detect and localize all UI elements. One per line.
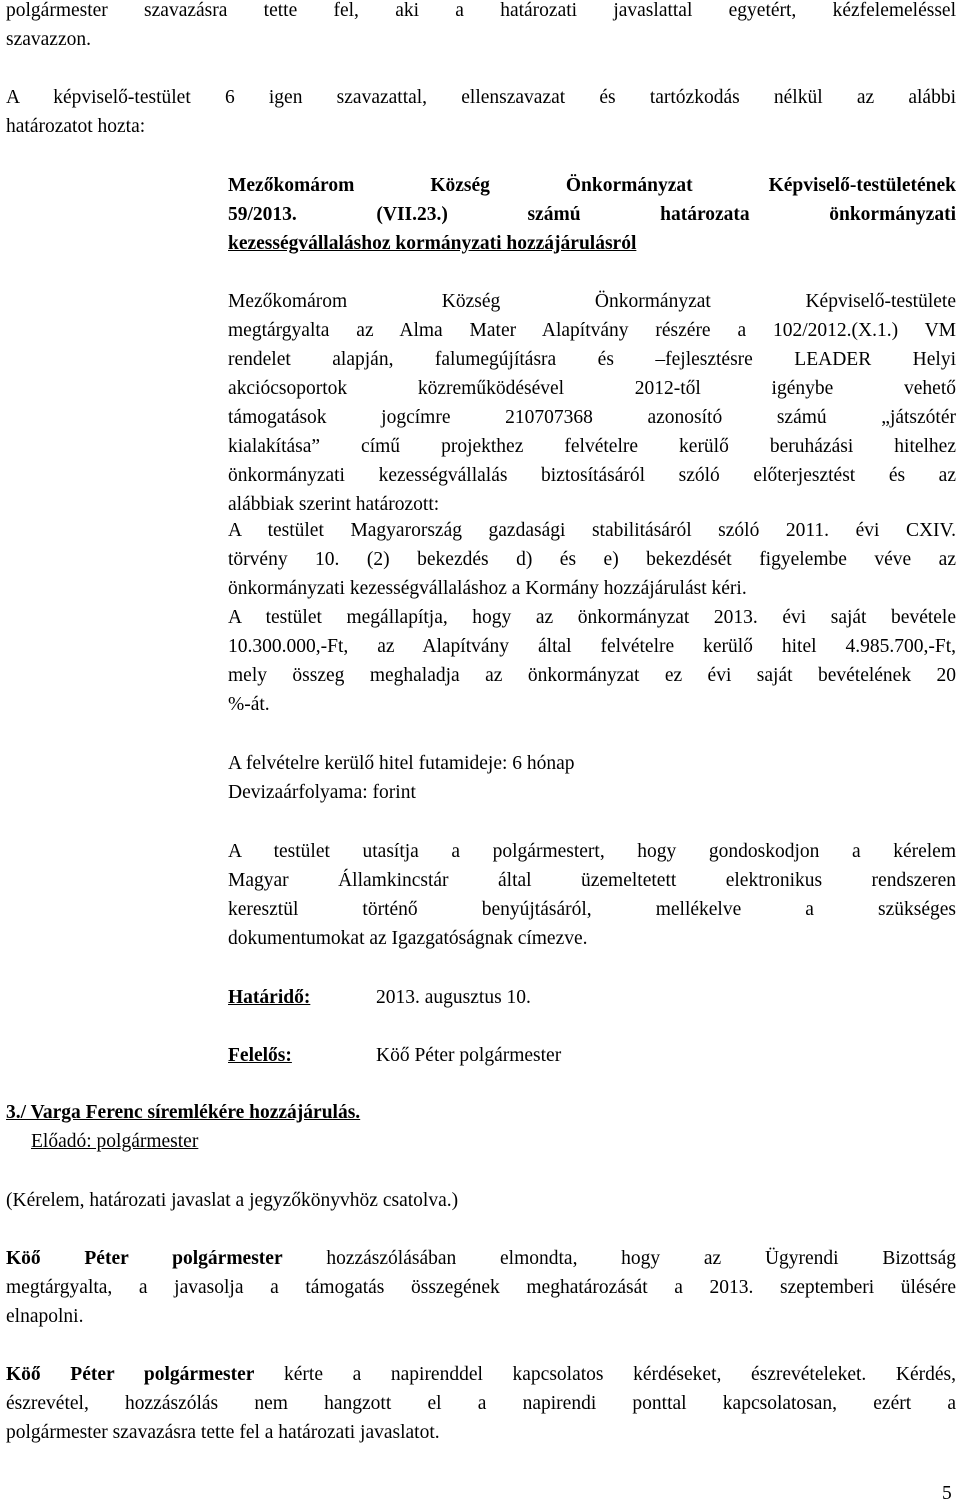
resolution-body-line: megtárgyalta az Alma Mater Alapítvány részére a 102/2012.(X.1.) VM	[228, 320, 956, 341]
resolution-title: kezességvállaláshoz kormányzati hozzájárulásról	[228, 233, 637, 254]
deadline-label: Határidő:	[228, 987, 311, 1008]
instruction-line: Magyar Államkincstár által üzemeltetett elektronikus rendszeren	[228, 870, 956, 891]
responsible-label: Felelős:	[228, 1045, 292, 1066]
section-heading: 3./ Varga Ferenc síremlékére hozzájárulás.	[6, 1102, 361, 1123]
resolution-body-line: A testület Magyarország gazdasági stabilitásáról szóló 2011. évi CXIV.	[228, 520, 956, 541]
resolution-body-line: támogatások jogcímre 210707368 azonosító számú „játszótér	[228, 407, 956, 428]
instruction-line: A testület utasítja a polgármestert, hogy gondoskodjon a kérelem	[228, 841, 956, 862]
paragraph-line: polgármester szavazásra tette fel a határozati javaslatot.	[6, 1422, 440, 1443]
text-line: határozatot hozta:	[6, 116, 146, 137]
resolution-body-line: Mezőkomárom Község Önkormányzat Képviselő-testülete	[228, 291, 956, 312]
resolution-body-line: akciócsoportok közreműködésével 2012-től igénybe vehető	[228, 378, 956, 399]
resolution-body-line: önkormányzati kezességvállaláshoz a Kormány hozzájárulást kéri.	[228, 578, 747, 599]
paragraph-text: kérte a napirenddel kapcsolatos kérdéseket, észrevételeket. Kérdés,	[254, 1364, 956, 1385]
resolution-title: 59/2013. (VII.23.) számú határozata önkormányzati	[228, 204, 956, 225]
speaker-name: Köő Péter polgármester	[6, 1248, 283, 1269]
currency: Devizaárfolyama: forint	[228, 782, 416, 803]
resolution-body-line: rendelet alapján, falumegújításra és –fejlesztésre LEADER Helyi	[228, 349, 956, 370]
paragraph-line: észrevétel, hozzászólás nem hangzott el a napirendi ponttal kapcsolatosan, ezért a	[6, 1393, 956, 1414]
paragraph-line: elnapolni.	[6, 1306, 84, 1327]
paragraph-line: megtárgyalta, a javasolja a támogatás összegének meghatározását a 2013. szeptemberi ülésére	[6, 1277, 956, 1298]
paragraph-text: hozzászólásában elmondta, hogy az Ügyrendi Bizottság	[282, 1248, 956, 1269]
page-number: 5	[942, 1483, 952, 1504]
presenter-text: Előadó: polgármester	[31, 1131, 199, 1152]
resolution-body-line: A testület megállapítja, hogy az önkormányzat 2013. évi saját bevétele	[228, 607, 956, 628]
resolution-body-line: alábbiak szerint határozott:	[228, 494, 440, 515]
presenter	[31, 1127, 198, 1156]
resolution-body-line: önkormányzati kezességvállalás biztosításáról szóló előterjesztést és az	[228, 465, 956, 486]
text-line: polgármester szavazásra tette fel, aki a határozati javaslattal egyetért, kézfelemeléssel	[6, 0, 956, 21]
paragraph-line	[6, 1244, 956, 1273]
resolution-body-line: mely összeg meghaladja az önkormányzat ez évi saját bevételének 20	[228, 665, 956, 686]
deadline-value: 2013. augusztus 10.	[376, 987, 531, 1008]
text-line: szavazzon.	[6, 29, 91, 50]
resolution-body-line: 10.300.000,-Ft, az Alapítvány által felvételre kerülő hitel 4.985.700,-Ft,	[228, 636, 956, 657]
resolution-body-line: kialakítása” című projekthez felvételre kerülő beruházási hitelhez	[228, 436, 956, 457]
loan-term: A felvételre kerülő hitel futamideje: 6 hónap	[228, 753, 575, 774]
speaker-name: Köő Péter polgármester	[6, 1364, 255, 1385]
attachment-note: (Kérelem, határozati javaslat a jegyzőkönyvhöz csatolva.)	[6, 1190, 459, 1211]
text-line: A képviselő-testület 6 igen szavazattal, ellenszavazat és tartózkodás nélkül az alábbi	[6, 87, 956, 108]
instruction-line: dokumentumokat az Igazgatóságnak címezve.	[228, 928, 588, 949]
resolution-title: Mezőkomárom Község Önkormányzat Képviselő-testületének	[228, 175, 956, 196]
responsible-value: Köő Péter polgármester	[376, 1045, 562, 1066]
resolution-body-line: %-át.	[228, 694, 270, 715]
paragraph-line	[6, 1360, 956, 1389]
instruction-line: keresztül történő benyújtásáról, mellékelve a szükséges	[228, 899, 956, 920]
resolution-body-line: törvény 10. (2) bekezdés d) és e) bekezdését figyelembe véve az	[228, 549, 956, 570]
